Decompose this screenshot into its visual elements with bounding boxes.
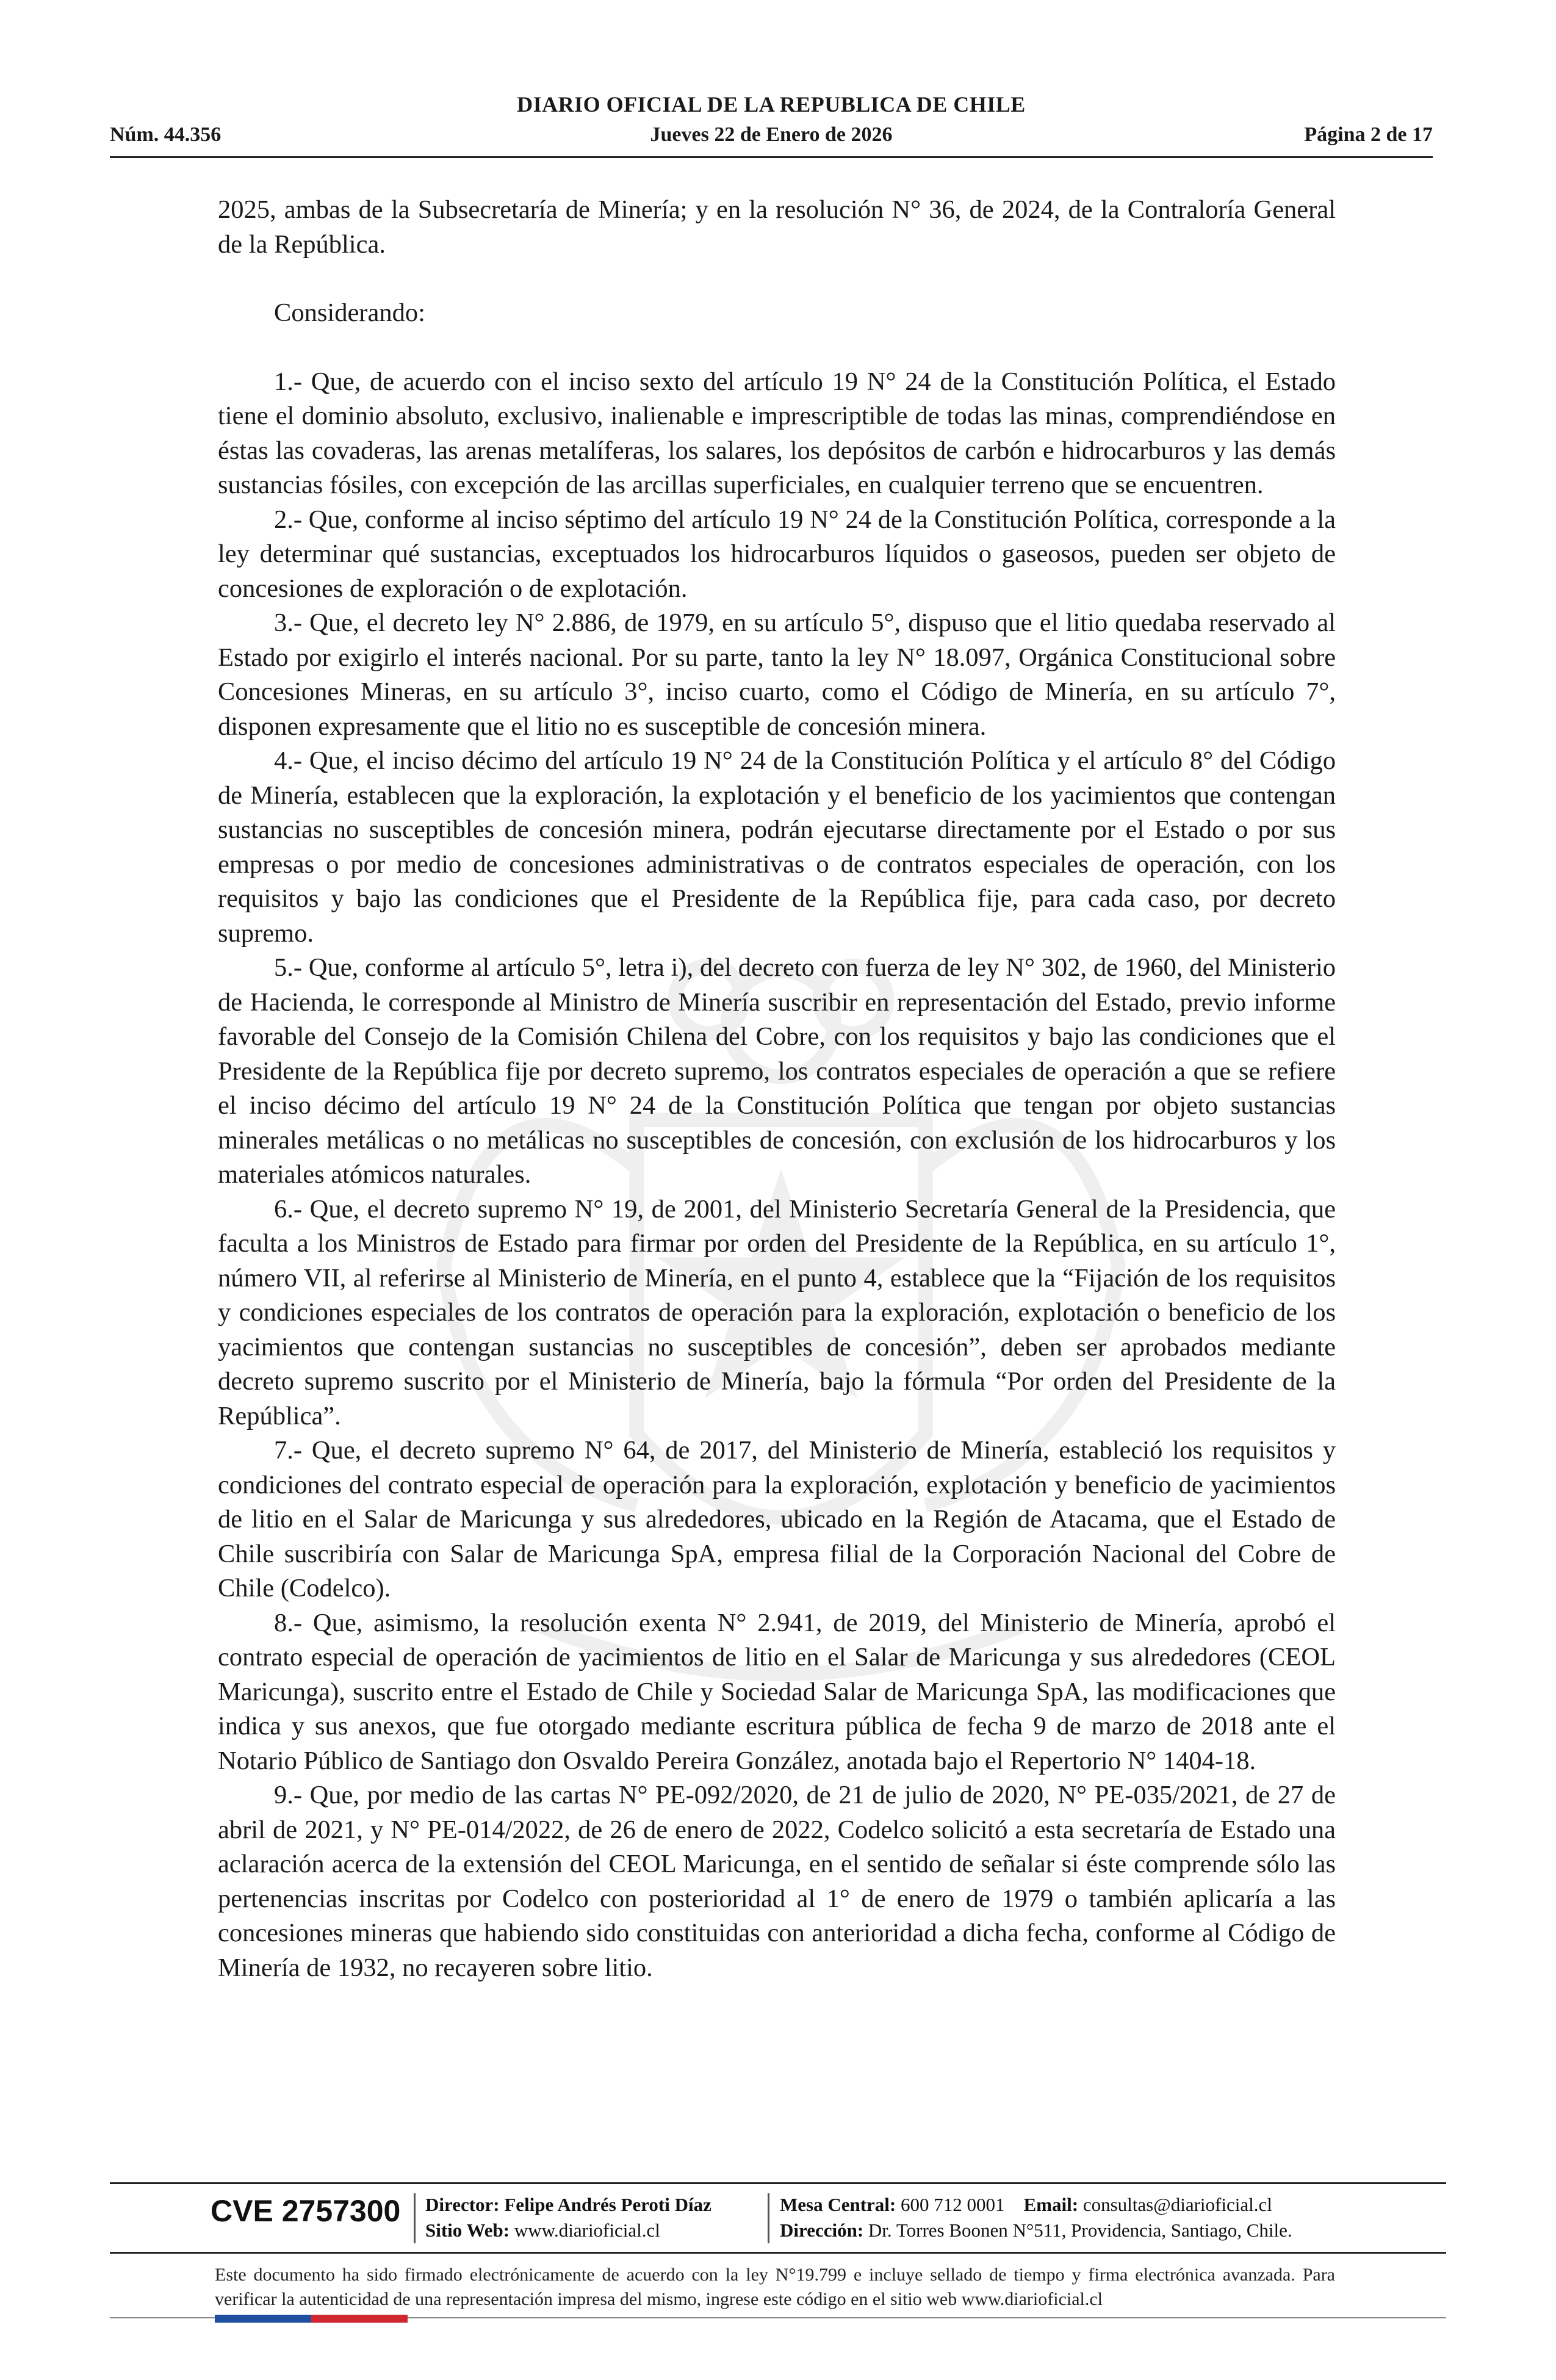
footer-divider-top xyxy=(110,2182,1446,2184)
footer-separator xyxy=(414,2193,416,2243)
considerando-paragraph-6: 6.- Que, el decreto supremo N° 19, de 2001, del Ministerio Secretaría General de la Presidencia, que faculta a los Ministros de Estado para firmar por orden del Presidente de la República, en su artículo 1°, número VII, al referirse al Ministerio de Minería, en el punto 4, establece que la “Fijación de los requisitos y condiciones especiales de los contratos de operación para la exploración, explotación o beneficio de los yacimientos que contengan sustancias no susceptibles de concesión”, deben ser aprobados mediante decreto supremo suscrito por el Ministerio de Minería, bajo la fórmula “Por orden del Presidente de la República”. xyxy=(218,1194,1336,1430)
director-label: Director: xyxy=(425,2194,500,2215)
considerando-heading: Considerando: xyxy=(274,298,425,327)
mesa-central-phone: 600 712 0001 xyxy=(901,2194,1005,2215)
considerando-paragraph-1: 1.- Que, de acuerdo con el inciso sexto del artículo 19 N° 24 de la Constitución Política, el Estado tiene el dominio absoluto, exclusivo, inalienable e imprescriptible de todas las minas, comprendiéndose en éstas las covaderas, las arenas metalíferas, los salares, los depósitos de carbón e hidrocarburos y las demás sustancias fósiles, con excepción de las arcillas superficiales, en cualquier terreno que se encuentren. xyxy=(218,367,1336,499)
considerando-paragraph-9: 9.- Que, por medio de las cartas N° PE-092/2020, de 21 de julio de 2020, N° PE-035/2021, de 27 de abril de 2021, y N° PE-014/2022, de 26 de enero de 2022, Codelco solicitó a esta secretaría de Estado una aclaración acerca de la extensión del CEOL Maricunga, en el sentido de señalar si éste comprende sólo las pertenencias inscritas por Codelco con posterioridad al 1° de enero de 1979 o también aplicaría a las concesiones mineras que habiendo sido constituidas con anterioridad a dicha fecha, conforme al Código de Minería de 1932, no recayeren sobre litio. xyxy=(218,1781,1336,1982)
flag-color-bar xyxy=(215,2315,408,2323)
considerando-paragraph-5: 5.- Que, conforme al artículo 5°, letra i), del decreto con fuerza de ley N° 302, de 1960, del Ministerio de Hacienda, le corresponde al Ministro de Minería suscribir en representación del Estado, previo informe favorable del Consejo de la Comisión Chilena del Cobre, con los requisitos y bajo las condiciones que el Presidente de la República fije por decreto supremo, los contratos especiales de operación a que se refiere el inciso décimo del artículo 19 N° 24 de la Constitución Política que tengan por objeto sustancias minerales metálicas o no metálicas no susceptibles de concesión, con exclusión de los hidrocarburos y los materiales atómicos naturales. xyxy=(218,953,1336,1189)
footer-separator xyxy=(768,2193,769,2243)
considerando-paragraph-3: 3.- Que, el decreto ley N° 2.886, de 1979, en su artículo 5°, dispuso que el litio quedaba reservado al Estado por exigirlo el interés nacional. Por su parte, tanto la ley N° 18.097, Orgánica Constitucional sobre Concesiones Mineras, en su artículo 3°, inciso cuarto, como el Código de Minería, en su artículo 7°, disponen expresamente que el litio no es susceptible de concesión minera. xyxy=(218,608,1336,741)
footer-director-block xyxy=(425,2192,711,2243)
page-number: Página 2 de 17 xyxy=(1304,123,1433,146)
publication-title: DIARIO OFICIAL DE LA REPUBLICA DE CHILE xyxy=(517,92,1026,117)
website-link[interactable]: www.diarioficial.cl xyxy=(514,2220,660,2241)
website-label: Sitio Web: xyxy=(425,2220,510,2241)
considerando-paragraph-8: 8.- Que, asimismo, la resolución exenta N° 2.941, de 2019, del Ministerio de Minería, aprobó el contrato especial de operación de yacimientos de litio en el Salar de Maricunga y sus alrededores (CEOL Maricunga), suscrito entre el Estado de Chile y Sociedad Salar de Maricunga SpA, las modificaciones que indica y sus anexos, que fue otorgado mediante escritura pública de fecha 9 de marzo de 2018 ante el Notario Público de Santiago don Osvaldo Pereira González, anotada bajo el Repertorio N° 1404-18. xyxy=(218,1608,1336,1775)
header-divider xyxy=(110,156,1433,158)
issue-date: Jueves 22 de Enero de 2026 xyxy=(650,123,893,146)
address-label: Dirección: xyxy=(780,2220,864,2241)
page-header xyxy=(110,92,1433,159)
mesa-central-label: Mesa Central: xyxy=(780,2194,896,2215)
director-name: Felipe Andrés Peroti Díaz xyxy=(504,2194,711,2215)
footer-divider-middle xyxy=(110,2252,1446,2254)
cve-code: CVE 2757300 xyxy=(211,2194,401,2228)
flag-bar-blue xyxy=(215,2315,311,2323)
email-label: Email: xyxy=(1023,2194,1079,2215)
considerando-paragraph-4: 4.- Que, el inciso décimo del artículo 19 N° 24 de la Constitución Política y el artículo 8° del Código de Minería, establecen que la exploración, la explotación y el beneficio de los yacimientos que contengan sustancias no susceptibles de concesión minera, podrán ejecutarse directamente por el Estado o por sus empresas o por medio de concesiones administrativas o de contratos especiales de operación, con los requisitos y bajo las condiciones que el Presidente de la República fije, para cada caso, por decreto supremo. xyxy=(218,746,1336,948)
electronic-signature-notice: Este documento ha sido firmado electrónicamente de acuerdo con la ley N°19.799 e incluye sellado de tiempo y firma electrónica avanzada. Para verificar la autenticidad de una representación impresa del mismo, ingrese este código en el sitio web www.diarioficial.cl xyxy=(215,2265,1335,2309)
document-body xyxy=(218,193,1336,1985)
flag-bar-red xyxy=(311,2315,408,2323)
email-link[interactable]: consultas@diarioficial.cl xyxy=(1082,2194,1272,2215)
address-value: Dr. Torres Boonen N°511, Providencia, Santiago, Chile. xyxy=(868,2220,1292,2241)
considerando-paragraph-7: 7.- Que, el decreto supremo N° 64, de 2017, del Ministerio de Minería, estableció los requisitos y condiciones del contrato especial de operación para la exploración, explotación y beneficio de yacimientos de litio en el Salar de Maricunga y sus alrededores, ubicado en la Región de Atacama, que el Estado de Chile suscribiría con Salar de Maricunga SpA, empresa filial de la Corporación Nacional del Cobre de Chile (Codelco). xyxy=(218,1436,1336,1603)
issue-number: Núm. 44.356 xyxy=(110,123,222,146)
intro-paragraph: 2025, ambas de la Subsecretaría de Minería; y en la resolución N° 36, de 2024, de la Contraloría General de la República. xyxy=(218,195,1336,259)
footer-contact-block xyxy=(780,2192,1292,2243)
considerando-paragraph-2: 2.- Que, conforme al inciso séptimo del artículo 19 N° 24 de la Constitución Política, corresponde a la ley determinar qué sustancias, exceptuados los hidrocarburos líquidos o gaseosos, pueden ser objeto de concesiones de exploración o de explotación. xyxy=(218,505,1336,603)
